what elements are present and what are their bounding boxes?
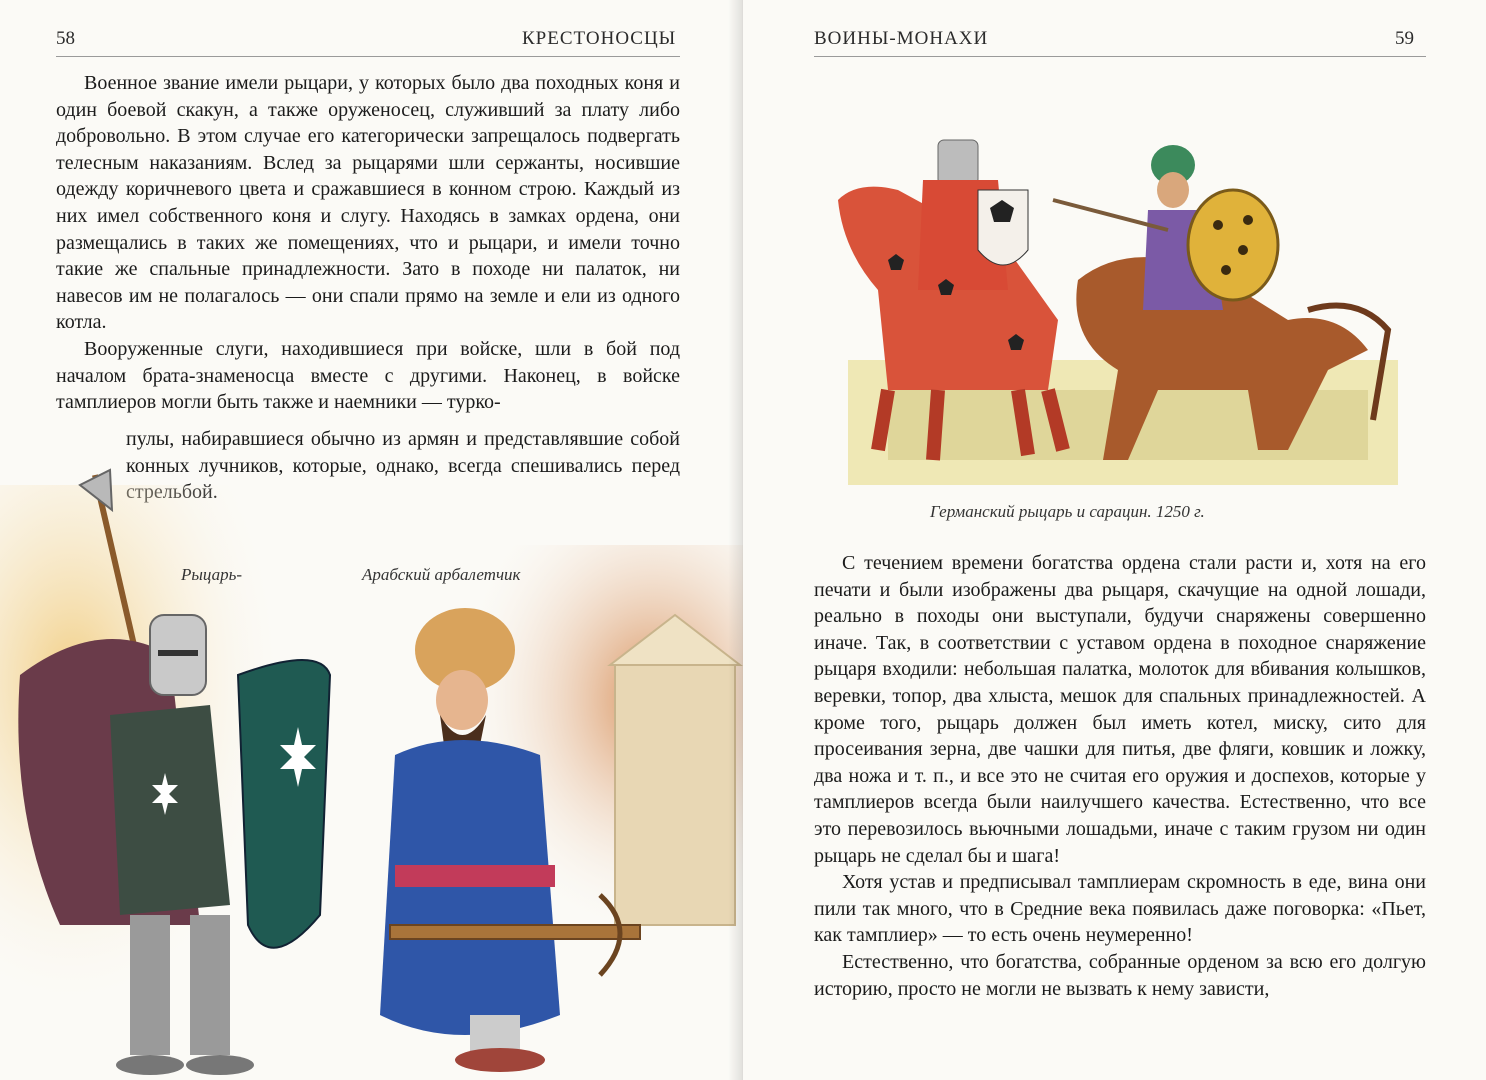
header-rule-right bbox=[814, 56, 1426, 57]
running-head-right: ВОИНЫ-МОНАХИ bbox=[814, 28, 989, 49]
header-rule-left bbox=[56, 56, 680, 57]
right-paragraph-3: Естественно, что богатства, собранные орденом за всю его долгую историю, просто не могли не вызвать к нему зависти, bbox=[814, 950, 1426, 1000]
left-paragraph-2: Вооруженные слуги, находившиеся при войске, шли в бой под началом брата-знаменосца вместе с другими. Наконец, в войске тамплиеров могли быть также и наемники — турко- bbox=[56, 337, 680, 414]
illustration-caption: Германский рыцарь и сарацин. 1250 г. bbox=[930, 502, 1205, 521]
running-head-left: КРЕСТОНОСЦЫ bbox=[522, 28, 677, 49]
warriors-illustration bbox=[0, 455, 743, 1080]
right-body-text bbox=[814, 550, 1426, 1002]
right-page bbox=[743, 0, 1486, 1080]
left-body-text bbox=[56, 70, 680, 416]
right-paragraph-2: Хотя устав и предписывал тамплиерам скромность в еде, вина они пили так много, что в Средние века появилась даже поговорка: «Пьет, как тамплиер» — то есть очень неумеренно! bbox=[814, 871, 1426, 947]
page-number-right: 59 bbox=[1395, 28, 1414, 49]
caption-knight: Рыцарь- bbox=[181, 565, 243, 584]
left-paragraph-1: Военное звание имели рыцари, у которых было два походных коня и один боевой скакун, а также оруженосец, служивший за плату либо добровольно. В этом случае его категорически запрещалось подвергать телесным наказаниям. Вслед за рыцарями шли сержанты, носившие одежду коричневого цвета и сражавшиеся в конном строю. Каждый из них имел собственного коня и слугу. Находясь в замках ордена, они размещались в таких же помещениях, что и рыцари, и имели точно такие же спальные принадлежности. Зато в походе ни палаток, ни навесов им не полагалось — они спали прямо на земле и ели из одного котла. bbox=[56, 72, 680, 334]
caption-crossbowman: Арабский арбалетчик bbox=[362, 565, 521, 584]
page-number-left: 58 bbox=[56, 28, 75, 49]
right-paragraph-1: С течением времени богатства ордена стали расти и, хотя на его печати и были изображены два рыцаря, скачущие на одной лошади, реально в походы они выступали, будучи снаряжены совершенно иначе. Так, в соответствии с уставом ордена в походное снаряжение рыцаря входили: небольшая палатка, молоток для вбивания колышков, веревки, топор, два хлыста, мешок для спальных принадлежностей. А кроме того, рыцарь должен был иметь котел, миску, сито для просеивания зерна, две чашки для питья, две фляги, ковшик и ложку, два ножа и т. п., и все это не считая его оружия и доспехов, которые у тамплиеров всегда были наилучшего качества. Естественно, что все это перевозилось вьючными лошадьми, иначе с таким грузом ни один рыцарь не сделал бы и шага! bbox=[814, 552, 1426, 867]
continuation-text: пулы, набиравшиеся обычно из армян и представлявшие собой конных лучников, которые, однако, всегда спешивались перед bbox=[126, 428, 680, 477]
horsemen-illustration bbox=[828, 120, 1408, 490]
